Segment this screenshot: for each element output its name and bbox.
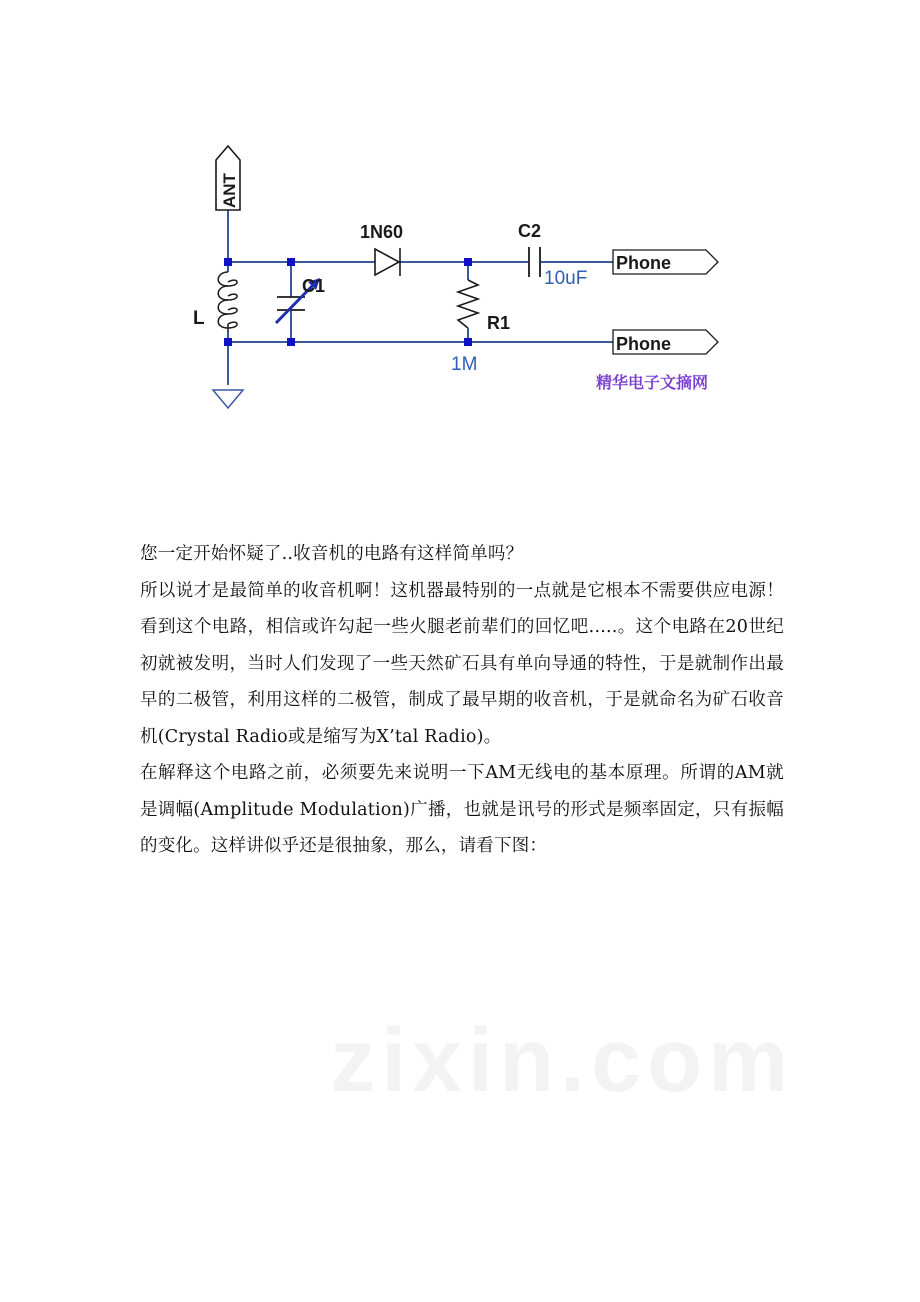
junction-node (464, 338, 472, 346)
paragraph: 所以说才是最简单的收音机啊！这机器最特别的一点就是它根本不需要供应电源！看到这个电路，相信或许勾起一些火腿老前辈们的回忆吧.....。这个电路在20世纪初就被发明，当时人们发现了一些天然矿石具有单向导通的特性，于是就制作出最早的二极管，利用这样的二极管，制成了最早期的收音机，于是就命名为矿石收音机(Crystal Radio或是缩写为X’tal Radio)。 (140, 580, 784, 747)
antenna-label: ANT (220, 173, 239, 208)
crystal-radio-schematic (180, 120, 740, 420)
resistor-value: 1M (451, 354, 478, 375)
ground-symbol (213, 390, 243, 408)
junction-node (224, 338, 232, 346)
junction-node (287, 258, 295, 266)
diode-symbol (375, 248, 400, 276)
junction-node (224, 258, 232, 266)
capacitor1-label: C1 (302, 276, 326, 296)
inductor-label: L (193, 308, 205, 329)
capacitor2-symbol (529, 247, 540, 277)
article-body (140, 536, 784, 865)
phone-bottom-label: Phone (616, 334, 672, 354)
resistor-symbol (458, 280, 478, 328)
junction-node (464, 258, 472, 266)
source-label: 精华电子文摘网 (596, 373, 709, 392)
phone-port-bottom (613, 330, 718, 354)
inductor-symbol (218, 272, 237, 332)
watermark: zixin.com (330, 1011, 795, 1111)
resistor-label: R1 (487, 313, 511, 333)
paragraph: 您一定开始怀疑了..收音机的电路有这样简单吗？ (140, 544, 524, 564)
phone-port-top (613, 250, 718, 274)
capacitor2-value: 10uF (544, 268, 588, 289)
capacitor2-label: C2 (518, 221, 542, 241)
paragraph: 在解释这个电路之前，必须要先来说明一下AM无线电的基本原理。所谓的AM就是调幅(Amplitude Modulation)广播，也就是讯号的形式是频率固定，只有振幅的变化。这样讲似乎还是很抽象，那么，请看下图： (140, 763, 784, 856)
junction-node (287, 338, 295, 346)
phone-top-label: Phone (616, 253, 672, 273)
antenna-symbol (216, 146, 240, 210)
junction-nodes (224, 258, 472, 346)
diode-label: 1N60 (360, 222, 404, 242)
